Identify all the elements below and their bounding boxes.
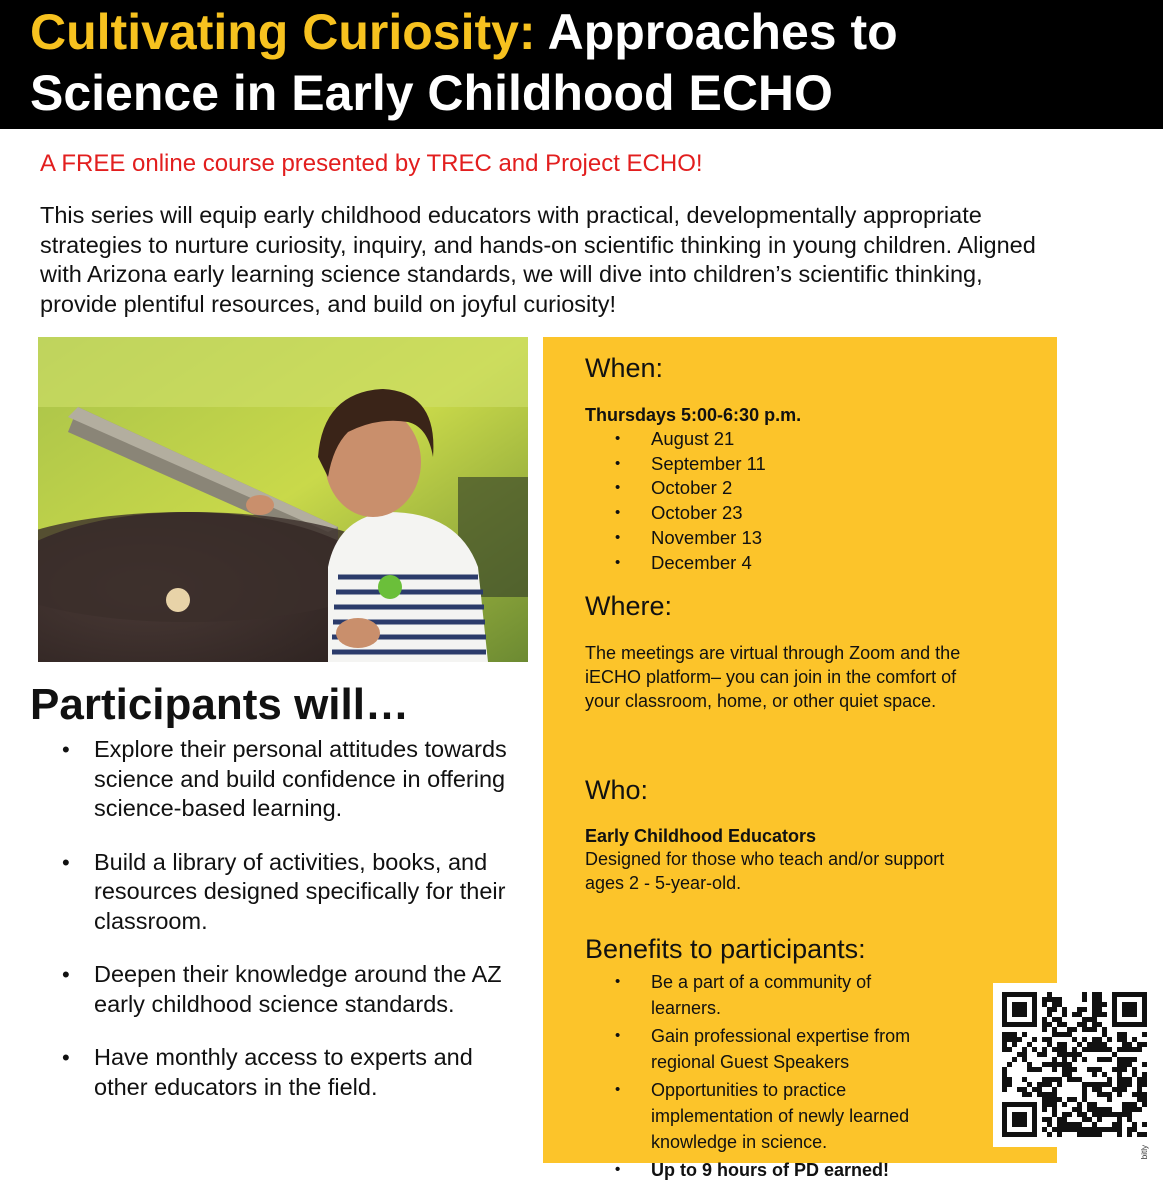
date-list <box>615 427 766 575</box>
date-item: • August 21 <box>615 427 766 452</box>
when-heading: When: <box>585 353 664 383</box>
qr-code-icon <box>993 983 1157 1147</box>
participants-heading: Participants will… <box>30 680 409 729</box>
bullet: • <box>615 553 621 571</box>
bullet: • <box>615 528 621 546</box>
bullet: • <box>615 1027 621 1044</box>
title-banner <box>0 0 1163 129</box>
who-heading: Who: <box>585 775 649 805</box>
date-item: • December 4 <box>615 551 766 576</box>
info-panel <box>543 337 1057 1180</box>
list-item: • Have monthly access to experts and other educators in the field. <box>62 1044 473 1100</box>
tagline: A FREE online course presented by TREC and Project ECHO! <box>40 150 703 177</box>
where-heading: Where: <box>585 591 673 621</box>
intro-paragraph: This series will equip early childhood educators with practical, developmentally appropriate strategies to nurture curiosity, inquiry, and hands-on scientific thinking in young children. Aligned with Arizona early learning science standards, we will dive into children’s scientific thinking, provide plentiful resources, and build on joyful curiosity! <box>40 202 1036 317</box>
title-line-2: Science in Early Childhood ECHO <box>30 65 833 121</box>
list-item: • Build a library of activities, books, and resources designed specifically for their classroom. <box>62 848 506 934</box>
benefits-list <box>615 969 945 1185</box>
who-bold: Early Childhood Educators <box>585 826 817 846</box>
bullet: • <box>62 1045 70 1070</box>
benefit-item: • Be a part of a community of learners. <box>615 969 945 1021</box>
date-item: • September 11 <box>615 452 766 477</box>
benefit-item: • Up to 9 hours of PD earned! <box>615 1157 945 1183</box>
benefit-item: • Gain professional expertise from regional Guest Speakers <box>615 1023 945 1075</box>
page-title <box>30 2 1163 124</box>
bullet: • <box>62 849 70 875</box>
date-item: • October 2 <box>615 476 766 501</box>
bullet: • <box>615 973 621 990</box>
list-item: • Explore their personal attitudes towards science and build confidence in offering science-based learning. <box>62 736 507 821</box>
who-text: Designed for those who teach and/or support ages 2 - 5-year-old. <box>585 849 945 893</box>
date-item: • October 23 <box>615 501 766 526</box>
bullet: • <box>62 962 70 987</box>
qr-code[interactable] <box>993 983 1157 1160</box>
benefit-item: • Opportunities to practice implementation of newly learned knowledge in science. <box>615 1077 945 1155</box>
bullet: • <box>615 1081 621 1098</box>
participants-list <box>62 735 532 1126</box>
qr-brand-mark: bitly <box>1140 1145 1149 1160</box>
child-science-photo <box>38 337 528 662</box>
title-accent: Cultivating Curiosity: <box>30 4 536 60</box>
date-item: • November 13 <box>615 526 766 551</box>
benefits-heading: Benefits to participants: <box>585 934 866 964</box>
bullet: • <box>615 1161 621 1178</box>
schedule-text: Thursdays 5:00-6:30 p.m. <box>585 405 802 425</box>
bullet: • <box>615 430 621 447</box>
title-rest: Approaches to <box>535 4 898 60</box>
bullet: • <box>615 504 621 522</box>
bullet: • <box>615 479 621 497</box>
where-text: The meetings are virtual through Zoom and the iECHO platform– you can join in the comfort of your classroom, home, or other quiet space. <box>585 643 961 711</box>
list-item: • Deepen their knowledge around the AZ early childhood science standards. <box>62 961 502 1017</box>
bullet: • <box>615 454 621 472</box>
bullet: • <box>62 737 70 762</box>
